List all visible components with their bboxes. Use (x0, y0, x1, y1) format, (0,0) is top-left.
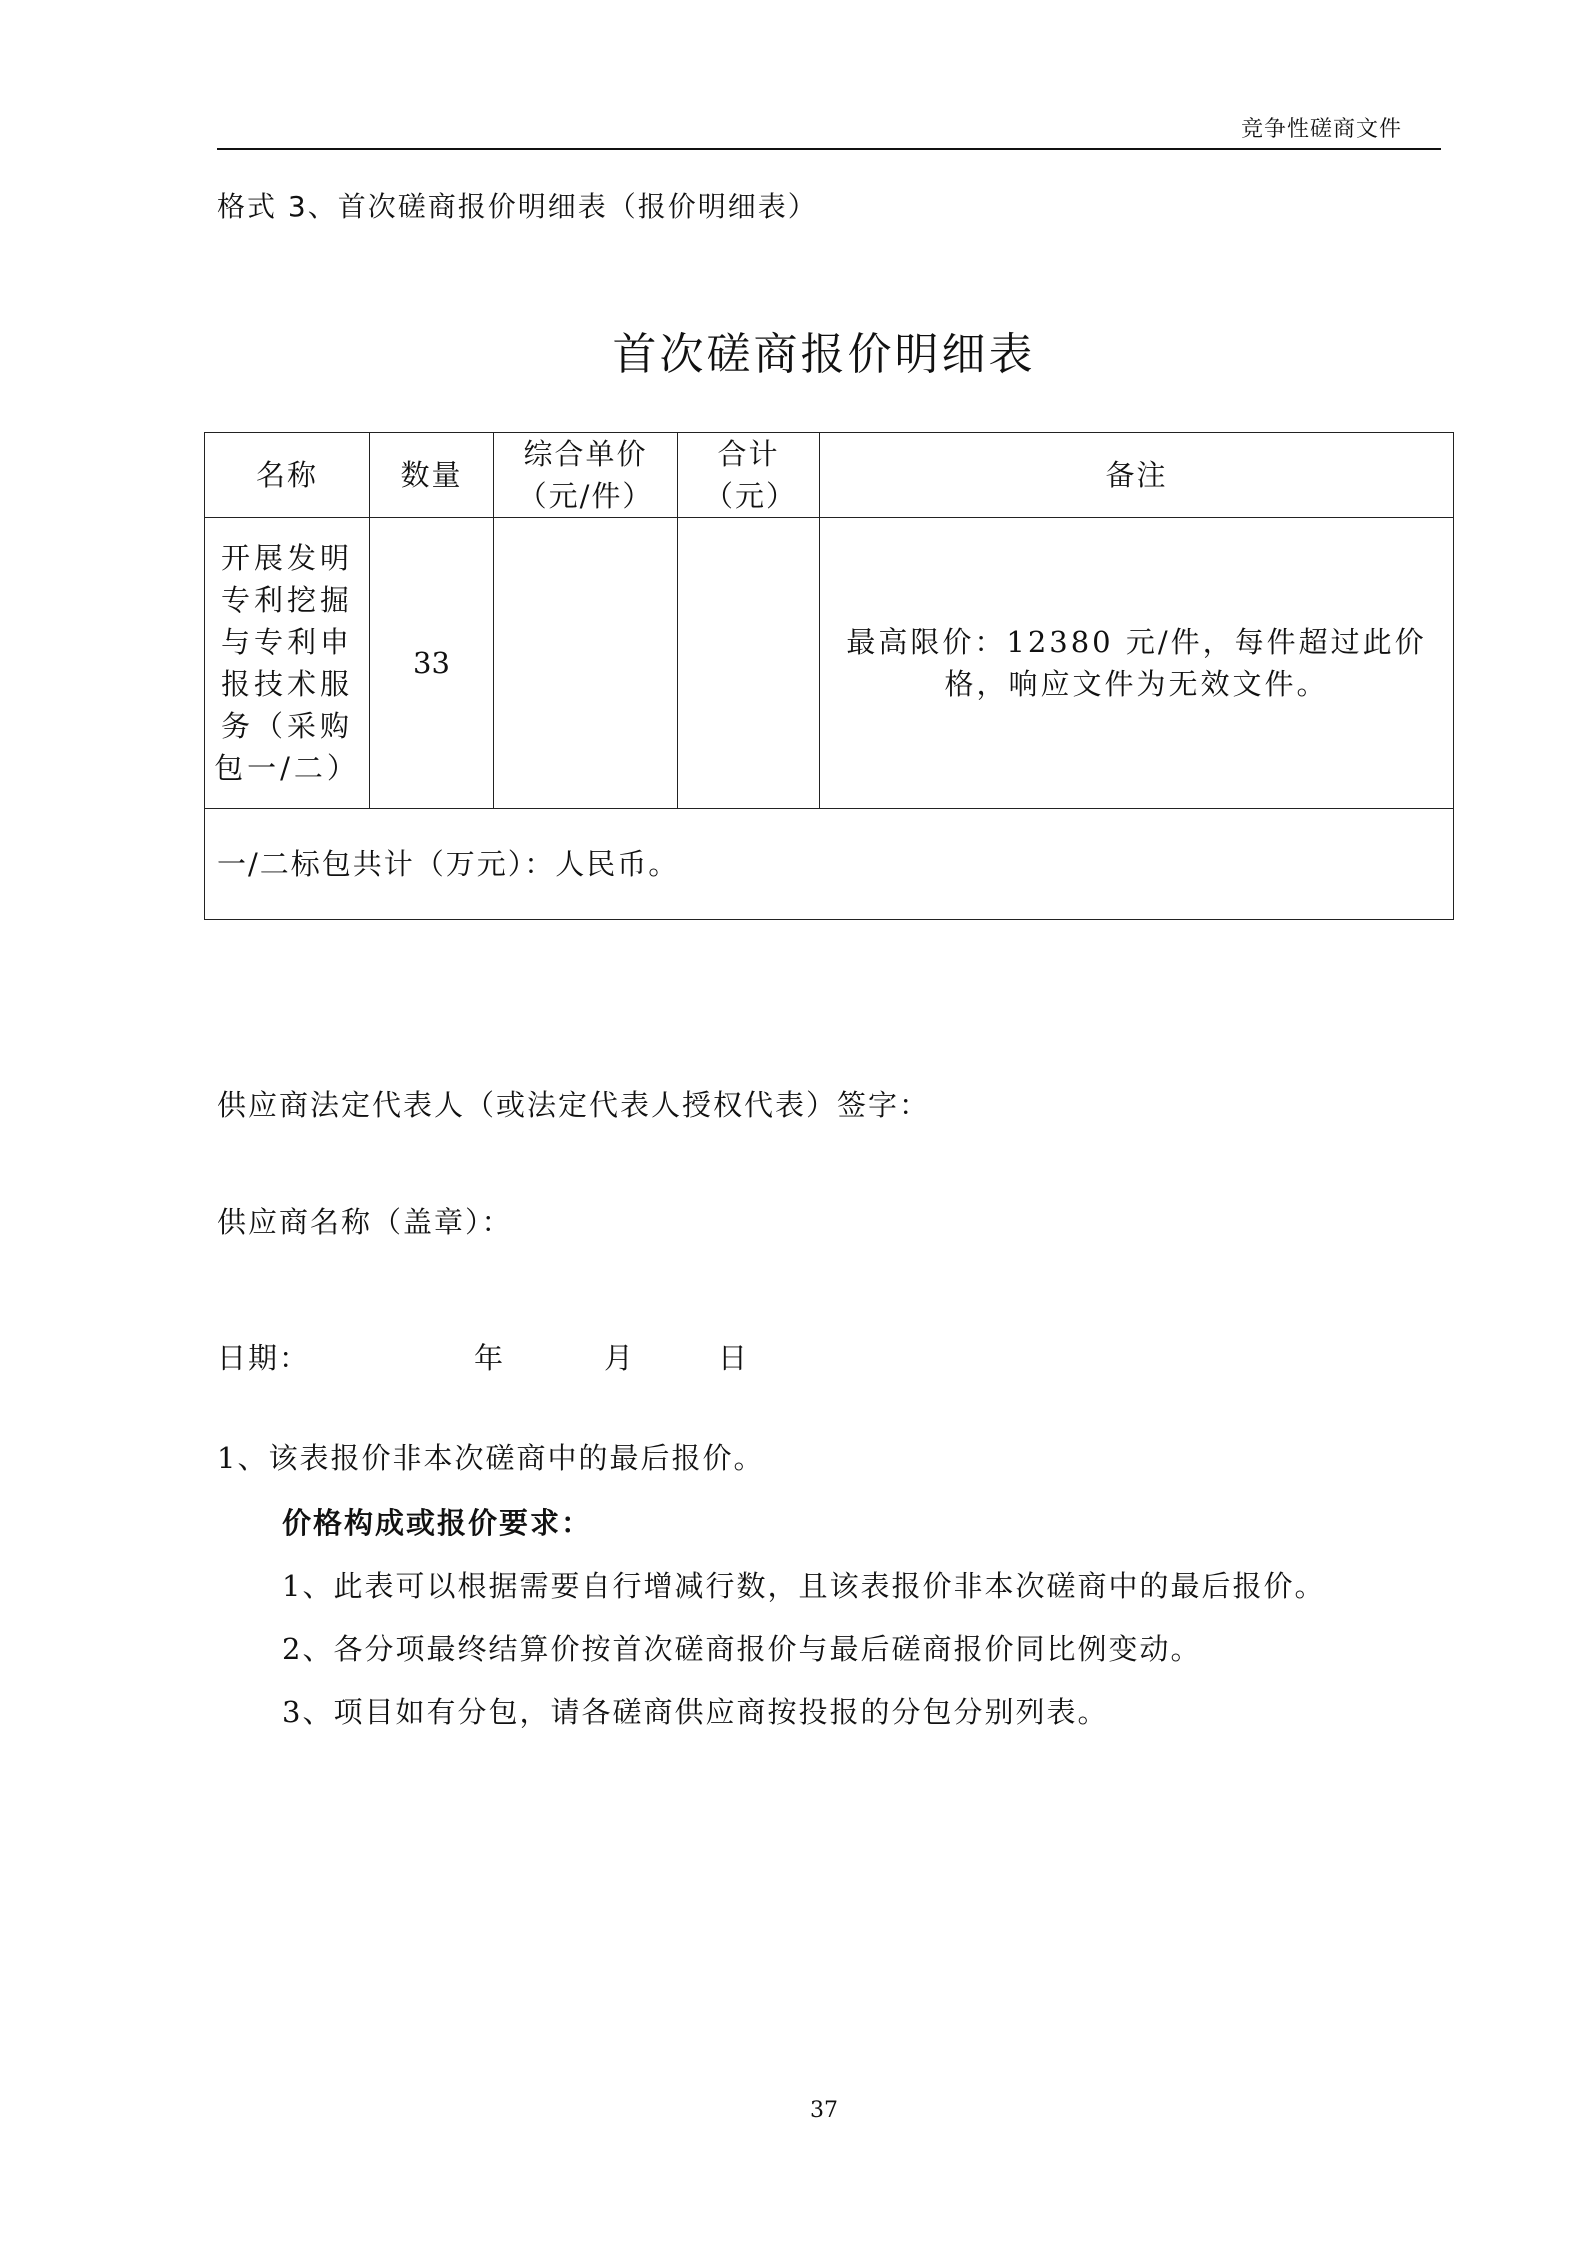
table-row (205, 518, 1454, 809)
header-remarks: 备注 (820, 433, 1454, 518)
header-unit-price: 综合单价（元/件） (494, 433, 678, 518)
requirement-item: 3、项目如有分包，请各磋商供应商按投报的分包分别列表。 (282, 1695, 1109, 1729)
row-quantity: 33 (370, 518, 494, 809)
table-header-row (205, 433, 1454, 518)
date-day: 日 (718, 1341, 750, 1375)
document-type-header: 竞争性磋商文件 (1240, 117, 1402, 142)
representative-signature-line[interactable]: 供应商法定代表人（或法定代表人授权代表）签字： (217, 1088, 931, 1122)
note-final-price: 1、该表报价非本次磋商中的最后报价。 (217, 1441, 765, 1475)
header-divider (217, 148, 1441, 150)
grand-total-label[interactable]: 一/二标包共计（万元）：人民币。 (205, 809, 1454, 920)
date-line[interactable] (217, 1336, 817, 1376)
row-total[interactable] (678, 518, 820, 809)
row-unit-price[interactable] (494, 518, 678, 809)
company-seal-line[interactable]: 供应商名称（盖章）： (217, 1205, 513, 1239)
requirements-heading: 价格构成或报价要求： (282, 1506, 593, 1540)
requirement-item: 1、此表可以根据需要自行增减行数，且该表报价非本次磋商中的最后报价。 (282, 1569, 1326, 1603)
row-name: 开展发明专利挖掘与专利申报技术服务（采购包一/二） (205, 518, 370, 809)
page-number: 37 (810, 2098, 838, 2123)
quote-detail-table (204, 432, 1454, 920)
requirement-item: 2、各分项最终结算价按首次磋商报价与最后磋商报价同比例变动。 (282, 1632, 1202, 1666)
table-title: 首次磋商报价明细表 (612, 329, 1036, 380)
format-title: 格式 3、首次磋商报价明细表（报价明细表） (217, 190, 818, 223)
header-quantity: 数量 (370, 433, 494, 518)
date-label: 日期： (217, 1341, 311, 1375)
row-remarks: 最高限价：12380 元/件，每件超过此价格，响应文件为无效文件。 (820, 518, 1454, 809)
header-name: 名称 (205, 433, 370, 518)
date-month: 月 (604, 1341, 636, 1375)
grand-total-row (205, 809, 1454, 920)
header-total: 合计（元） (678, 433, 820, 518)
date-year: 年 (474, 1341, 506, 1375)
